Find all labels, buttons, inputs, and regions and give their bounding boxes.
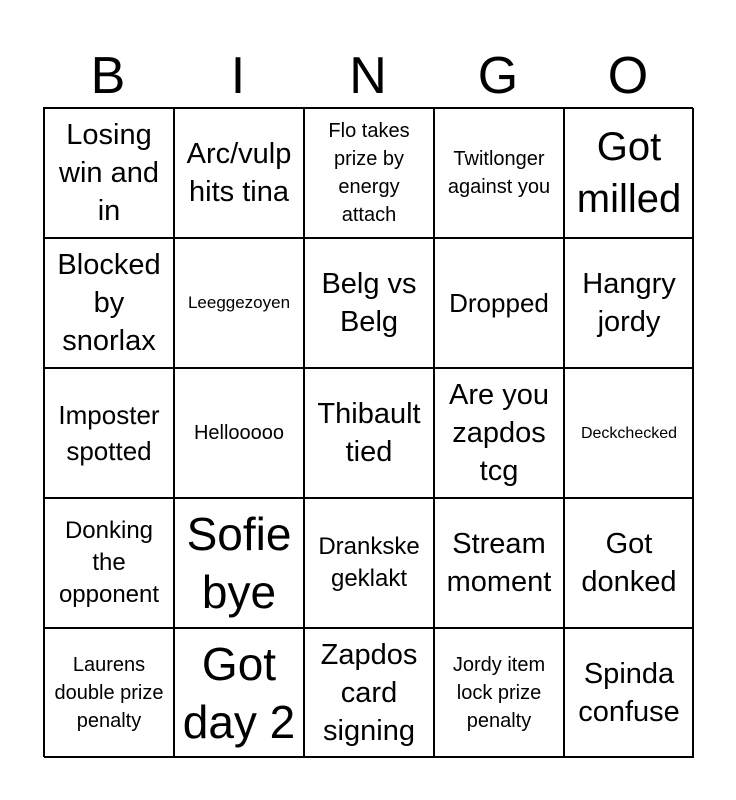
cell-text: Imposter spotted <box>58 400 160 466</box>
cell-text: Belg vs Belg <box>321 268 417 338</box>
cell-text: Arc/vulp hits tina <box>186 138 292 208</box>
bingo-cell[interactable] <box>44 628 174 758</box>
cell-text: Jordy item lock prize penalty <box>452 654 546 732</box>
bingo-cell[interactable] <box>174 238 304 368</box>
bingo-cell[interactable] <box>304 368 434 498</box>
cell-text: Stream moment <box>446 528 552 598</box>
bingo-cell[interactable] <box>434 108 564 238</box>
cell-text: Hangry jordy <box>582 268 676 338</box>
bingo-cell[interactable] <box>434 368 564 498</box>
bingo-cell[interactable] <box>44 108 174 238</box>
header-letter-b: B <box>90 47 126 105</box>
cell-text: Deckchecked <box>580 424 678 442</box>
cell-text: Sofie bye <box>186 508 292 618</box>
bingo-cell[interactable] <box>564 108 694 238</box>
bingo-cell[interactable] <box>304 108 434 238</box>
bingo-cell[interactable] <box>304 238 434 368</box>
bingo-cell[interactable] <box>174 498 304 628</box>
cell-text: Got donked <box>581 528 677 598</box>
cell-text: Dropped <box>449 288 549 318</box>
bingo-cell[interactable] <box>434 498 564 628</box>
bingo-cell[interactable] <box>174 368 304 498</box>
cell-text: Hellooooo <box>193 422 285 444</box>
cell-text: Drankske geklakt <box>318 533 420 592</box>
bingo-cell[interactable] <box>434 628 564 758</box>
bingo-cell[interactable] <box>564 628 694 758</box>
cell-text: Losing win and in <box>59 119 159 227</box>
cell-text: Zapdos card signing <box>320 639 418 747</box>
cell-text: Laurens double prize penalty <box>54 654 164 732</box>
bingo-cell[interactable] <box>44 498 174 628</box>
bingo-cell[interactable] <box>564 498 694 628</box>
bingo-grid <box>43 107 693 757</box>
bingo-cell[interactable] <box>44 238 174 368</box>
cell-text: Twitlonger against you <box>447 148 551 198</box>
bingo-cell[interactable] <box>44 368 174 498</box>
cell-text: Spinda confuse <box>578 658 680 728</box>
bingo-cell[interactable] <box>564 238 694 368</box>
cell-text: Donking the opponent <box>58 517 160 608</box>
cell-text: Thibault tied <box>317 398 421 468</box>
bingo-cell[interactable] <box>304 498 434 628</box>
cell-text: Blocked by snorlax <box>57 249 161 357</box>
bingo-cell[interactable] <box>304 628 434 758</box>
bingo-cell[interactable] <box>174 108 304 238</box>
bingo-cell[interactable] <box>174 628 304 758</box>
bingo-cell[interactable] <box>564 368 694 498</box>
cell-text: Flo takes prize by energy attach <box>328 120 410 226</box>
header-letter-o: O <box>607 47 649 105</box>
header-letter-n: N <box>349 47 387 105</box>
cell-text: Are you zapdos tcg <box>449 379 549 487</box>
bingo-header <box>43 44 693 108</box>
header-letter-i: I <box>230 47 246 105</box>
header-letter-g: G <box>477 47 519 105</box>
cell-text: Got day 2 <box>182 638 296 748</box>
bingo-cell[interactable] <box>434 238 564 368</box>
cell-text: Leeggezoyen <box>187 293 291 312</box>
cell-text: Got milled <box>576 125 682 221</box>
